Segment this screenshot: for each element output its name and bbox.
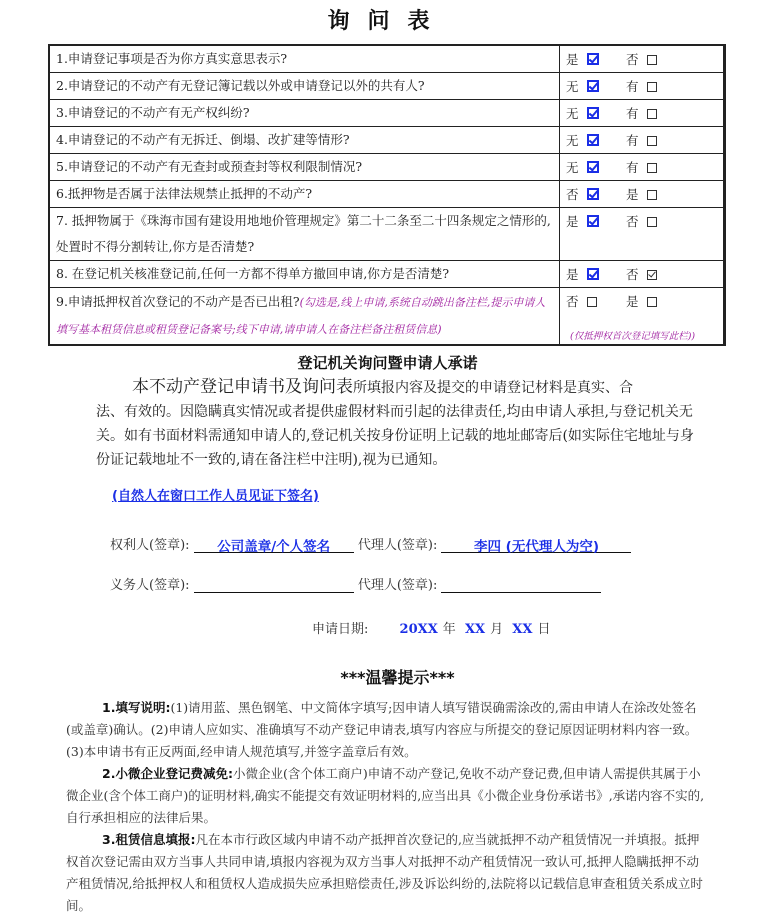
question-row: [49, 208, 725, 261]
commitment-lead: 本不动产登记申请书及询问表: [132, 377, 353, 397]
checkbox-empty-icon[interactable]: [647, 217, 657, 227]
page-title: 询问表: [327, 9, 448, 34]
answer-option[interactable]: 否: [626, 50, 657, 68]
answer-cell: [560, 288, 725, 346]
inquiry-table: [48, 44, 726, 346]
answer-option[interactable]: 无: [566, 77, 626, 95]
application-date: 申请日期: 20XX 年 XX 月 XX 日: [312, 622, 551, 637]
answer-cell: [560, 261, 725, 288]
question-text: 2.申请登记的不动产有无登记簿记载以外或申请登记以外的共有人?: [49, 73, 560, 100]
agent1-label: 代理人(签章):: [357, 538, 438, 553]
date-label: 申请日期:: [312, 622, 369, 637]
question-row: [49, 154, 725, 181]
answer-option[interactable]: 是: [566, 212, 626, 230]
agent1-signature-field[interactable]: 李四 (无代理人为空): [441, 535, 631, 553]
answer-option[interactable]: 有: [626, 104, 657, 122]
checkbox-checked-icon[interactable]: [587, 268, 599, 280]
answer-option[interactable]: 是: [626, 292, 657, 310]
question-text: 7. 抵押物属于《珠海市国有建设用地地价管理规定》第二十二条至二十四条规定之情形的,处置时不得分割转让,你方是否清楚?: [49, 208, 560, 261]
answer-option[interactable]: 否: [566, 185, 626, 203]
question-text: 3.申请登记的不动产有无产权纠纷?: [49, 100, 560, 127]
question-text: 1.申请登记事项是否为你方真实意思表示?: [49, 45, 560, 73]
question-row: [49, 288, 725, 346]
commitment-title: 登记机关询问暨申请人承诺: [297, 354, 478, 372]
checkbox-empty-icon[interactable]: [647, 136, 657, 146]
answer-option[interactable]: 无: [566, 131, 626, 149]
question-row: [49, 181, 725, 208]
signature-row-right-holder: [110, 534, 631, 553]
checkbox-checked-icon[interactable]: [587, 188, 599, 200]
answer-option[interactable]: 是: [566, 265, 626, 283]
answer-option[interactable]: 有: [626, 131, 657, 149]
question-row: [49, 127, 725, 154]
answer-cell: [560, 127, 725, 154]
witness-note: (自然人在窗口工作人员见证下签名): [112, 489, 319, 504]
question-text: 9.申请抵押权首次登记的不动产是否已出租?(勾选是,线上申请,系统自动跳出备注栏,提示申请人填写基本租赁信息或租赁登记备案号;线下申请,请申请人在备注栏备注租赁信息): [49, 288, 560, 346]
right-holder-signature-field[interactable]: 公司盖章/个人签名: [194, 535, 354, 553]
question-text: 4.申请登记的不动产有无拆迁、倒塌、改扩建等情形?: [49, 127, 560, 154]
answer-cell: [560, 208, 725, 261]
checkbox-empty-icon[interactable]: [647, 82, 657, 92]
checkbox-checked-icon[interactable]: [587, 107, 599, 119]
answer-cell: [560, 154, 725, 181]
question-row: [49, 261, 725, 288]
checkbox-checked-icon[interactable]: [587, 215, 599, 227]
checkbox-empty-icon[interactable]: [647, 163, 657, 173]
question-text: 6.抵押物是否属于法律法规禁止抵押的不动产?: [49, 181, 560, 208]
question-text: 8. 在登记机关核准登记前,任何一方都不得单方撤回申请,你方是否清楚?: [49, 261, 560, 288]
checkbox-empty-icon[interactable]: [647, 109, 657, 119]
question-text: 5.申请登记的不动产有无查封或预查封等权利限制情况?: [49, 154, 560, 181]
obligor-label: 义务人(签章):: [110, 578, 190, 593]
checkbox-checked-icon[interactable]: [587, 80, 599, 92]
commitment-lead-rest: 所填报内容及提交的申请登记材料是真实、合: [353, 380, 633, 396]
right-holder-label: 权利人(签章):: [110, 538, 190, 553]
tip-item: 2.小微企业登记费减免:小微企业(含个体工商户)申请不动产登记,免收不动产登记费,但申请人需提供其属于小微企业(含个体工商户)的证明材料,确实不能提交有效证明材料的,应当出具《小微企业身份承诺书》,承诺内容不实的,自行承担相应的法律后果。: [66, 766, 705, 825]
tip-item: 3.租赁信息填报:凡在本市行政区域内申请不动产抵押首次登记的,应当就抵押不动产租赁情况一并填报。抵押权首次登记需由双方当事人共同申请,填报内容视为双方当事人对抵押不动产租赁情况一致认可,抵押人隐瞒抵押不动产租赁情况,给抵押权人和租赁权人造成损失应承担赔偿责任,涉及诉讼纠纷的,法院将以记载信息审查租赁关系成立时间。: [66, 832, 703, 913]
commitment-text: [96, 375, 696, 472]
checkbox-checked-icon[interactable]: [587, 53, 599, 65]
question-row: [49, 45, 725, 73]
date-year[interactable]: 20XX: [399, 622, 438, 637]
answer-cell: [560, 45, 725, 73]
checkbox-empty-icon[interactable]: [587, 297, 597, 307]
tips-list: [66, 697, 706, 917]
answer-cell: [560, 100, 725, 127]
question-row: [49, 73, 725, 100]
commitment-body: 法、有效的。因隐瞒真实情况或者提供虚假材料而引起的法律责任,均由申请人承担,与登记机关无关。如有书面材料需通知申请人的,登记机关按身份证明上记载的地址邮寄后(如实际住宅地址与身份证记载地址不一致的,请在备注栏中注明),视为已通知。: [96, 404, 694, 468]
question-row: [49, 100, 725, 127]
signature-row-obligor: [110, 574, 601, 593]
answer-note: (仅抵押权首次登记填写此栏)): [570, 331, 696, 342]
answer-option[interactable]: 否: [566, 292, 626, 310]
checkbox-checked-icon[interactable]: [587, 134, 599, 146]
answer-option[interactable]: 否: [626, 212, 657, 230]
answer-option[interactable]: 否: [626, 265, 657, 283]
obligor-signature-field[interactable]: [194, 575, 354, 593]
checkbox-empty-icon[interactable]: [647, 190, 657, 200]
tip-item: 1.填写说明:(1)请用蓝、黑色钢笔、中文简体字填写;因申请人填写错误确需涂改的,需由申请人在涂改处签名(或盖章)确认。(2)申请人应如实、准确填写不动产登记申请表,填写内容应与所提交的登记原因证明材料内容一致。(3)本申请书有正反两面,经申请人规范填写,并签字盖章后有效。: [66, 700, 698, 759]
answer-option[interactable]: 无: [566, 104, 626, 122]
tips-title: ***温馨提示***: [340, 668, 455, 687]
checkbox-checked-icon[interactable]: [587, 161, 599, 173]
question-note: (勾选是,线上申请,系统自动跳出备注栏,提示申请人填写基本租赁信息或租赁登记备案号;线下申请,请申请人在备注栏备注租赁信息): [56, 296, 546, 336]
date-month[interactable]: XX: [464, 622, 486, 637]
answer-option[interactable]: 无: [566, 158, 626, 176]
agent2-label: 代理人(签章):: [357, 578, 438, 593]
answer-option[interactable]: 有: [626, 158, 657, 176]
answer-option[interactable]: 有: [626, 77, 657, 95]
answer-cell: [560, 73, 725, 100]
date-day[interactable]: XX: [512, 622, 533, 637]
checkbox-empty-icon[interactable]: [647, 297, 657, 307]
answer-option[interactable]: 是: [626, 185, 657, 203]
answer-option[interactable]: 是: [566, 50, 626, 68]
agent2-signature-field[interactable]: [441, 575, 601, 593]
answer-cell: [560, 181, 725, 208]
checkbox-empty-icon[interactable]: [647, 55, 657, 65]
checkbox-checked-icon[interactable]: [647, 270, 657, 280]
